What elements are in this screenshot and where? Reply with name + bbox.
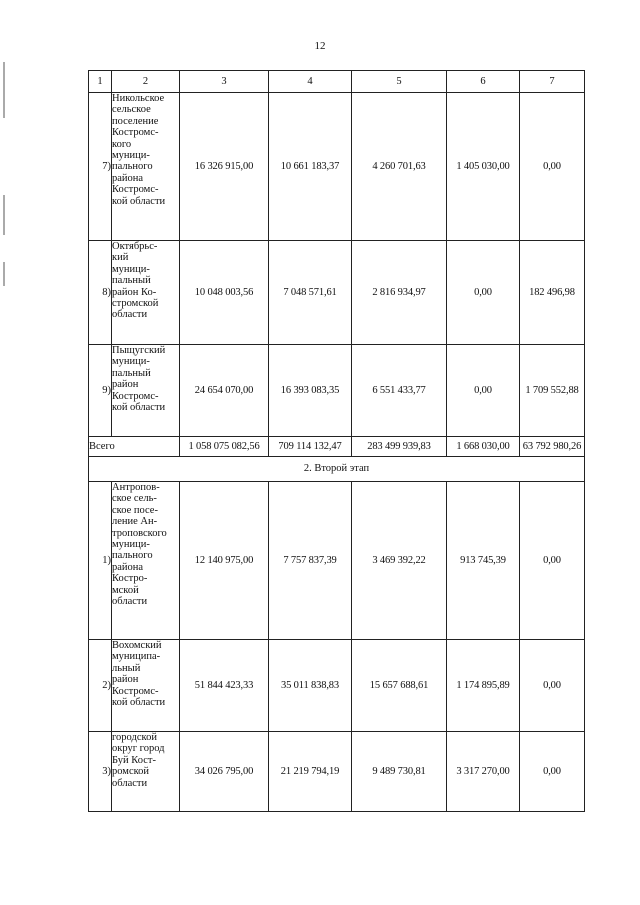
name-line: Антропов- — [112, 482, 160, 493]
amount-cell: 9 489 730,81 — [352, 732, 447, 812]
amount-cell: 7 757 837,39 — [269, 482, 352, 640]
amount-cell: 16 393 083,35 — [269, 345, 352, 437]
name-line: сельское — [112, 104, 151, 116]
name-line: области — [112, 596, 148, 608]
amount-cell: 10 661 183,37 — [269, 93, 352, 241]
stage-header-row — [89, 457, 585, 482]
amount-cell: 0,00 — [520, 732, 585, 812]
amount-cell: 12 140 975,00 — [180, 482, 269, 640]
margin-scan-mark — [3, 62, 5, 118]
total-amount: 709 114 132,47 — [269, 437, 352, 457]
margin-scan-mark — [3, 262, 5, 286]
total-amount: 63 792 980,26 — [520, 437, 585, 457]
name-line: пального — [112, 161, 153, 173]
amount-cell: 0,00 — [447, 241, 520, 345]
name-line: Костромс- — [112, 127, 159, 139]
amount-cell: 24 654 070,00 — [180, 345, 269, 437]
name-line: района — [112, 172, 144, 184]
name-line: муниципа- — [112, 651, 161, 663]
column-header: 1 — [89, 71, 112, 93]
name-line: Костромс- — [112, 685, 159, 697]
amount-cell: 6 551 433,77 — [352, 345, 447, 437]
row-number: 8) — [89, 241, 112, 345]
total-row — [89, 437, 585, 457]
municipality-name — [112, 241, 180, 345]
total-amount: 1 668 030,00 — [447, 437, 520, 457]
total-amount: 1 058 075 082,56 — [180, 437, 269, 457]
row-number: 1) — [89, 482, 112, 640]
stage-title: 2. Второй этап — [89, 457, 585, 482]
municipality-name — [112, 482, 180, 640]
row-number: 7) — [89, 93, 112, 241]
name-line: ское посе- — [112, 504, 158, 516]
name-line: области — [112, 309, 148, 321]
column-header: 7 — [520, 71, 585, 93]
column-header: 3 — [180, 71, 269, 93]
amount-cell: 7 048 571,61 — [269, 241, 352, 345]
name-line: мской — [112, 584, 139, 596]
name-line: городской — [112, 732, 157, 743]
total-amount: 283 499 939,83 — [352, 437, 447, 457]
amount-cell: 3 469 392,22 — [352, 482, 447, 640]
amount-cell: 0,00 — [447, 345, 520, 437]
name-line: пальный — [112, 367, 151, 379]
name-line: района — [112, 561, 144, 573]
name-line: район — [112, 379, 139, 391]
name-line: пальный — [112, 275, 151, 287]
municipality-name — [112, 345, 180, 437]
table-row — [89, 732, 585, 812]
row-number: 3) — [89, 732, 112, 812]
name-line: Буй Кост- — [112, 754, 156, 766]
name-line: кий — [112, 252, 129, 264]
name-line: муници- — [112, 539, 150, 551]
municipality-name — [112, 640, 180, 732]
data-table — [88, 70, 585, 812]
row-number: 9) — [89, 345, 112, 437]
amount-cell: 4 260 701,63 — [352, 93, 447, 241]
column-header: 2 — [112, 71, 180, 93]
name-line: район Ко- — [112, 286, 157, 298]
name-line: район — [112, 674, 139, 686]
table-row — [89, 640, 585, 732]
name-line: Пыщугский — [112, 345, 166, 356]
amount-cell: 1 174 895,89 — [447, 640, 520, 732]
name-line: Никольское — [112, 93, 165, 104]
amount-cell: 16 326 915,00 — [180, 93, 269, 241]
name-line: Костро- — [112, 573, 148, 585]
total-label: Всего — [89, 437, 180, 457]
amount-cell: 0,00 — [520, 482, 585, 640]
amount-cell: 34 026 795,00 — [180, 732, 269, 812]
name-line: пального — [112, 550, 153, 562]
amount-cell: 182 496,98 — [520, 241, 585, 345]
name-line: муници- — [112, 263, 150, 275]
name-line: ромской — [112, 766, 150, 778]
page-number: 12 — [314, 40, 326, 52]
name-line: ление Ан- — [112, 516, 158, 528]
column-header: 6 — [447, 71, 520, 93]
table-row — [89, 241, 585, 345]
name-line: Костромс- — [112, 184, 159, 196]
municipality-name — [112, 732, 180, 812]
municipality-name — [112, 93, 180, 241]
name-line: кой области — [112, 697, 166, 709]
name-line: муници- — [112, 356, 150, 368]
name-line: ское сель- — [112, 493, 157, 505]
column-header: 5 — [352, 71, 447, 93]
amount-cell: 0,00 — [520, 640, 585, 732]
amount-cell: 2 816 934,97 — [352, 241, 447, 345]
table-row — [89, 93, 585, 241]
amount-cell: 51 844 423,33 — [180, 640, 269, 732]
table-row — [89, 345, 585, 437]
name-line: Октябрьс- — [112, 241, 158, 252]
name-line: округ город — [112, 743, 165, 755]
name-line: Костромс- — [112, 390, 159, 402]
name-line: поселение — [112, 115, 159, 127]
amount-cell: 21 219 794,19 — [269, 732, 352, 812]
amount-cell: 1 709 552,88 — [520, 345, 585, 437]
amount-cell: 1 405 030,00 — [447, 93, 520, 241]
amount-cell: 913 745,39 — [447, 482, 520, 640]
name-line: Вохомский — [112, 640, 162, 651]
table-row — [89, 482, 585, 640]
amount-cell: 15 657 688,61 — [352, 640, 447, 732]
name-line: троповского — [112, 527, 167, 539]
amount-cell: 10 048 003,56 — [180, 241, 269, 345]
name-line: льный — [112, 662, 141, 674]
row-number: 2) — [89, 640, 112, 732]
name-line: области — [112, 777, 148, 789]
margin-scan-mark — [3, 195, 5, 235]
name-line: кой области — [112, 195, 166, 207]
name-line: стромской — [112, 298, 159, 310]
column-header: 4 — [269, 71, 352, 93]
amount-cell: 0,00 — [520, 93, 585, 241]
name-line: кой области — [112, 402, 166, 414]
name-line: муници- — [112, 150, 150, 162]
name-line: кого — [112, 138, 132, 150]
column-header-row — [89, 71, 585, 93]
amount-cell: 35 011 838,83 — [269, 640, 352, 732]
amount-cell: 3 317 270,00 — [447, 732, 520, 812]
